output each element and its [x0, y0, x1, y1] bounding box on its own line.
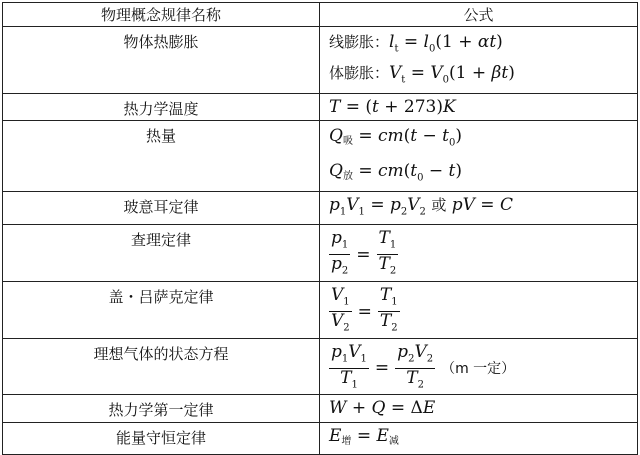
ideal-gas-note: （m 一定）	[441, 361, 516, 378]
volume-expansion-label: 体膨胀：	[329, 64, 390, 83]
formula-first-law-thermodynamics: W + Q = ΔE	[320, 395, 638, 423]
formula-gay-lussac-law: $\frac{V_1}{V_2}$ = $\frac{T_1}{T_2}$	[320, 281, 638, 338]
table-row	[3, 27, 638, 94]
linear-expansion-line	[329, 27, 637, 61]
table-row	[3, 281, 638, 338]
header-name-column: 物理概念规律名称	[3, 3, 320, 27]
table-row	[3, 120, 638, 191]
formula-boyle-law: $p_1V_1 = p_2V_2$ 或 pV = C	[320, 191, 638, 224]
table-row	[3, 191, 638, 224]
row-name-charles-law: 查理定律	[3, 224, 320, 281]
volume-expansion-line	[329, 61, 637, 92]
table-row	[3, 395, 638, 423]
row-name-thermodynamic-temperature: 热力学温度	[3, 93, 320, 120]
linear-expansion-formula: $l_t = l_0(1 + \alpha t)$	[389, 32, 503, 55]
boyle-connector: 或	[431, 195, 447, 214]
table-row	[3, 224, 638, 281]
row-name-thermal-expansion: 物体热膨胀	[3, 27, 320, 94]
formula-thermal-expansion	[320, 27, 638, 94]
row-name-heat: 热量	[3, 120, 320, 191]
row-name-gay-lussac-law: 盖・吕萨克定律	[3, 281, 320, 338]
row-name-first-law-thermodynamics: 热力学第一定律	[3, 395, 320, 423]
row-name-ideal-gas-equation: 理想气体的状态方程	[3, 338, 320, 395]
row-name-energy-conservation: 能量守恒定律	[3, 423, 320, 455]
physics-formula-table	[2, 2, 638, 455]
formula-charles-law: $\frac{p_1}{p_2}$ = $\frac{T_1}{T_2}$	[320, 224, 638, 281]
heat-release-formula: Q放 = $cm(t_0 - t)$	[329, 161, 463, 184]
table-row	[3, 93, 638, 120]
formula-ideal-gas-equation: $\frac{p_1V_1}{T_1}$ = $\frac{p_2V_2}{T_2}$ （m 一定）	[320, 338, 638, 395]
formula-thermodynamic-temperature: T = (t + 273)K	[320, 93, 638, 120]
table-row	[3, 423, 638, 455]
formula-energy-conservation: E增 = E减	[320, 423, 638, 455]
formula-heat	[320, 120, 638, 191]
table-row	[3, 338, 638, 395]
volume-expansion-formula: $V_t = V_0(1 + \beta t)$	[389, 63, 515, 86]
heat-absorb-formula: Q吸 = $cm(t - t_0)$	[329, 125, 463, 149]
row-name-boyle-law: 玻意耳定律	[3, 191, 320, 224]
linear-expansion-label: 线膨胀：	[329, 33, 390, 51]
header-formula-column: 公式	[320, 3, 638, 27]
table-header-row	[3, 3, 638, 27]
